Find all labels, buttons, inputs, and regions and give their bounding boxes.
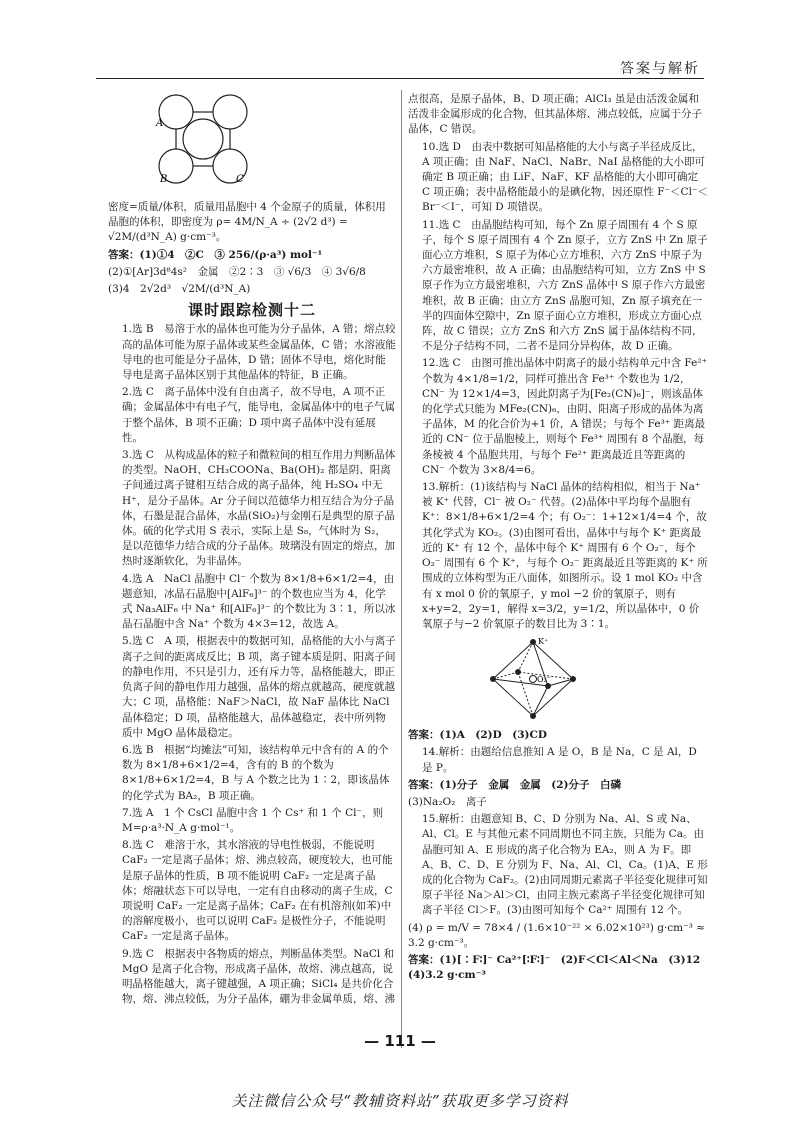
question-item: 5.选 C A 项，根据表中的数据可知，晶格能的大小与离子离子之间的距离成反比；B 项，离子键本质是阴、阳离子间的静电作用，不只是引力，还有斥力等，晶格能越大，即正负离子间的静电作用力越强，晶体的熔点就越高，硬度就越大；C 项，晶格能：NaF＞NaCl，故 NaF 晶体比 NaCl 晶体稳定；D 项，晶格能越大，晶体越稳定，表中所列物质中 MgO 晶体最稳定。 bbox=[122, 635, 396, 739]
question-item: 13.解析：(1)该结构与 NaCl 晶体的结构相似，相当于 Na⁺ 被 K⁺ 代替，Cl⁻ 被 O₂⁻ 代替。(2)晶体中平均每个晶胞有 K⁺：8×1/8+6×1/2=4 个；有 O₂⁻：1+12×1/4=4 个，故其化学式为 KO₂。(3)由图可看出，晶体中与每个 K⁺ 距离最近的 K⁺ 有 12 个，晶体中每个 K⁺ 周围有 6 个 O₂⁻，每个 O₂⁻ 周围有 6 个 K⁺，与每个 O₂⁻ 距离最近且等距离的 K⁺ 所围成的立体构型为正八面体，如图所示。设 1 mol KO₂ 中含有 x mol 0 价的氧原子，y mol −2 价的氧原子，则有 x+y=2，2y=1，解得 x=3/2，y=1/2，所以晶体中，0 价氧原子与−2 价氧原子的数目比为 3∶1。 bbox=[422, 481, 708, 630]
question-item: 9.选 C 根据表中各物质的熔点，判断晶体类型。NaCl 和 MgO 是离子化合物，形成离子晶体，故熔、沸点越高，说明晶格能越大，离子键越强，A 项正确；SiCl₄ 是共价化合物，熔、沸点较低，为分子晶体，硼为非金属单质，熔、沸 bbox=[122, 947, 395, 1006]
header-title: 答案与解析 bbox=[620, 61, 700, 77]
answer-line-2: (2)①[Ar]3d⁸4s² 金属 ②2∶3 ③ √6/3 ④ 3√6/8 bbox=[108, 265, 366, 278]
question-item: 15.解析：由题意知 B、C、D 分别为 Na、Al、S 或 Na、Al、Cl。E 与其他元素不同周期也不同主族，只能为 Ca。由晶胞可知 A、E 形成的离子化合物为 EA₂，则 A 为 F。即 A、B、C、D、E 分别为 F、Na、Al、Cl、Ca。(1)A、E 形成的化合物为 CaF₂。(2)由同周期元素离子半径变化规律可知原子半径 Na＞Al＞Cl，由同主族元素离子半径变化规律可知离子半径 Cl＞F。(3)由图可知每个 Ca²⁺ 周围有 12 个。 bbox=[422, 813, 708, 917]
answer-15: 答案：(1)[∶F∶]⁻ Ca²⁺[∶F∶]⁻ (2)F＜Cl＜Al＜Na (3)12 (4)3.2 g·cm⁻³ bbox=[408, 953, 711, 982]
question-item: 12.选 C 由图可推出晶体中阴离子的最小结构单元中含 Fe²⁺ 个数为 4×1/8=1/2，同样可推出含 Fe³⁺ 个数也为 1/2，CN⁻ 为 12×1/4=3，因此阴离子为[Fe₂(CN)₆]⁻，则该晶体的化学式只能为 MFe₂(CN)₆，由阴、阳离子形成的晶体为离子晶体，M 的化合价为+1 价，A 错误；与每个 Fe³⁺ 距离最近的 CN⁻ 位于晶胞棱上，则每个 Fe³⁺ 周围有 8 个晶胞，每条棱被 4 个晶胞共用，与每个 Fe²⁺ 距离最近且等距离的 CN⁻ 个数为 3×8/4=6。 bbox=[422, 357, 708, 476]
octa-center-label: O₂⁻ bbox=[537, 675, 551, 685]
question-item: 7.选 A 1 个 CsCl 晶胞中含 1 个 Cs⁺ 和 1 个 Cl⁻，则 M=ρ·a³·N_A g·mol⁻¹。 bbox=[122, 806, 384, 834]
answer-13: 答案：(1)A (2)D (3)CD bbox=[408, 729, 547, 742]
octa-vertex-label: K⁺ bbox=[538, 637, 549, 647]
page-number: — 111 — bbox=[364, 1032, 436, 1050]
question-item: 14.解析：由题给信息推知 A 是 O，B 是 Na，C 是 Al，D 是 P。 bbox=[422, 746, 697, 774]
atom-label-b: B bbox=[160, 174, 168, 185]
question-item: 8.选 C 难溶于水，其水溶液的导电性极弱，不能说明 CaF₂ 一定是离子晶体；熔、沸点较高，硬度较大，也可能是原子晶体的性质，B 项不能说明 CaF₂ 一定是离子晶体；熔融状态下可以导电，一定有自由移动的离子生成，C 项说明 CaF₂ 一定是离子晶体；CaF₂ 在有机溶剂(如苯)中的溶解度极小，也可以说明 CaF₂ 是极性分子，不能说明 CaF₂ 一定是离子晶体。 bbox=[122, 839, 393, 943]
octahedron-figure bbox=[478, 634, 588, 724]
answer-14: 答案：(1)分子 金属 金属 (2)分子 白磷 bbox=[408, 778, 621, 791]
density-paragraph: 密度=质量/体积，质量用晶胞中 4 个金原子的质量，体积用晶胞的体积，即密度为 ρ= 4M/N_A ÷ (2√2 d³) = √2M/(d³N_A) g·cm⁻³。 bbox=[108, 201, 386, 244]
question-item: 点很高，是原子晶体，B、D 项正确；AlCl₃ 虽是由活泼金属和活泼非金属形成的化合物，但其晶体熔、沸点较低，应属于分子晶体，C 错误。 bbox=[408, 93, 702, 136]
answer-line-1: 答案：(1)①4 ②C ③ 256/(ρ·a³) mol⁻¹ bbox=[108, 248, 323, 261]
density-formula: (4) ρ = m/V = 78×4 / (1.6×10⁻²² × 6.02×10²³) g·cm⁻³ ≈ 3.2 g·cm⁻³。 bbox=[408, 921, 706, 949]
right-column bbox=[408, 92, 711, 985]
section-title: 课时跟踪检测十二 bbox=[187, 301, 316, 320]
atom-label-a: A bbox=[156, 118, 164, 129]
answer-line-3: (3)4 2√2d³ √2M/(d³N_A) bbox=[108, 283, 251, 296]
question-item: 2.选 C 离子晶体中没有自由离子，故不导电，A 项不正确；金属晶体中有电子气，能导电，金属晶体中的电子气属于整个晶体，B 项不正确；D 项中离子晶体中没有延展性。 bbox=[122, 386, 395, 444]
answer-14-cont: (3)Na₂O₂ 离子 bbox=[408, 795, 487, 808]
column-divider bbox=[401, 90, 402, 1048]
atom-label-c: C bbox=[236, 174, 244, 185]
question-item: 4.选 A NaCl 晶胞中 Cl⁻ 个数为 8×1/8+6×1/2=4，由题意知，冰晶石晶胞中[AlF₆]³⁻ 的个数也应当为 4，化学式 Na₃AlF₆ 中 Na⁺ 和[AlF₆]³⁻ 的个数比为 3∶1，所以冰晶石晶胞中含 Na⁺ 个数为 4×3=12，故选 A。 bbox=[122, 572, 396, 631]
question-item: 3.选 C 从构成晶体的粒子和微粒间的相互作用力判断晶体的类型。NaOH、CH₃COONa、Ba(OH)₂ 都是阴、阳离子间通过离子键相互结合成的离子晶体，纯 H₂SO₄ 中无 H⁺，是分子晶体。Ar 分子间以范德华力相互结合为分子晶体，石墨是混合晶体，水晶(SiO₂)与金刚石是典型的原子晶体。硫的化学式用 S 表示，实际上是 S₈，气体时为 S₂，是以范德华力结合成的分子晶体。玻璃没有固定的熔点，加热时逐渐软化，为非晶体。 bbox=[122, 449, 396, 568]
question-item: 11.选 C 由晶胞结构可知，每个 Zn 原子周围有 4 个 S 原子，每个 S 原子周围有 4 个 Zn 原子，立方 ZnS 中 Zn 原子面心立方堆积，S 原子为体心立方堆积，六方 ZnS 中原子为六方最密堆积，故 A 正确；由晶胞结构可知，立方 ZnS 中 S 原子作为立方最密堆积，六方 ZnS 晶体中 S 原子作六方最密堆积，故 B 正确；由立方 ZnS 晶胞可知，Zn 原子填充在一半的四面体空隙中，Zn 原子面心立方堆积，形成立方面心点阵，故 C 错误；立方 ZnS 和六方 ZnS 属于晶体结构不同，不是分子结构不同，二者不是同分异构体，故 D 正确。 bbox=[422, 218, 708, 353]
atom-packing-figure bbox=[148, 94, 258, 194]
question-item: 6.选 B 根据“均摊法”可知，该结构单元中含有的 A 的个数为 8×1/8+6×1/2=4，含有的 B 的个数为 8×1/8+6×1/2=4，B 与 A 个数之比为 1∶2，即该晶体的化学式为 BA₂，B 项正确。 bbox=[122, 743, 390, 802]
question-item: 10.选 D 由表中数据可知晶格能的大小与离子半径成反比，A 项正确；由 NaF、NaCl、NaBr、NaI 晶格能的大小即可确定 B 项正确；由 LiF、NaF、KF 晶格能的大小即可确定 C 项正确；表中晶格能最小的是碘化物，因还原性 F⁻＜Cl⁻＜Br⁻＜I⁻，可知 D 项错误。 bbox=[422, 140, 708, 214]
footer-note: 关注微信公众号“教辅资料站”获取更多学习资料 bbox=[231, 1092, 569, 1110]
question-item: 1.选 B 易溶于水的晶体也可能为分子晶体，A 错；熔点较高的晶体可能为原子晶体或某些金属晶体，C 错；水溶液能导电的也可能是分子晶体，D 错；固体不导电，熔化时能导电是离子晶体区别于其他晶体的特征，B 正确。 bbox=[122, 323, 396, 382]
page-header bbox=[96, 50, 704, 79]
left-column bbox=[108, 92, 396, 1009]
